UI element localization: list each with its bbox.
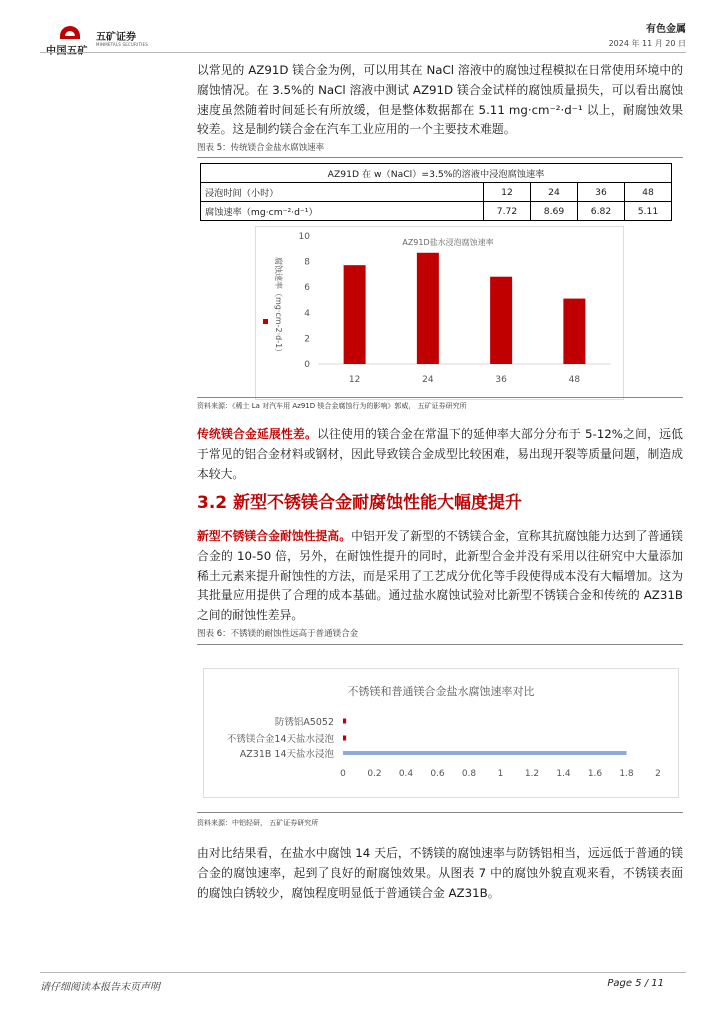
paragraph-1 <box>197 61 683 140</box>
y-tick-label: 6 <box>304 283 310 294</box>
x-tick-label: 1.8 <box>619 769 634 779</box>
chart-bar <box>344 265 366 364</box>
footer-disclaimer: 请仔细阅读本报告末页声明 <box>40 982 160 993</box>
figure-5-rule <box>197 157 683 158</box>
y-tick-label: 2 <box>304 334 310 345</box>
header-divider <box>40 52 686 53</box>
table-cell: 24 <box>531 183 578 202</box>
figure-6-source: 资料来源：中铝轻研， 五矿证券研究所 <box>197 819 319 827</box>
corrosion-table <box>200 163 672 221</box>
brand-name: 五矿证券 <box>96 32 136 43</box>
y-category-label: AZ31B 14天盐水浸泡 <box>239 749 334 760</box>
chart-bar <box>490 277 512 364</box>
y-tick-label: 8 <box>304 257 310 268</box>
x-tick-label: 1.6 <box>587 769 603 779</box>
page-number: Page 5 / 11 <box>607 978 664 989</box>
figure-6-rule <box>197 644 683 645</box>
table-caption-row <box>201 164 672 183</box>
x-tick-label: 48 <box>568 375 581 385</box>
x-tick-label: 0.2 <box>367 769 382 779</box>
figure-5-source: 资料来源：《稀土 La 对汽车用 Az91D 镁合金腐蚀行为的影响》郭威， 五矿证券研究所 <box>197 402 467 410</box>
paragraph-3-lead: 新型不锈镁合金耐蚀性提高。 <box>197 529 352 543</box>
y-tick-label: 10 <box>298 232 310 242</box>
paragraph-2-lead: 传统镁合金延展性差。 <box>197 427 318 441</box>
chart-bar <box>417 253 439 364</box>
chart-bar <box>343 751 627 755</box>
x-tick-label: 1 <box>497 769 504 779</box>
chart-title: 不锈镁和普通镁合金盐水腐蚀速率对比 <box>347 685 535 698</box>
x-tick-label: 12 <box>348 375 361 385</box>
footer-divider <box>40 972 686 973</box>
brand-name-en: MINMETALS SECURITIES <box>96 42 148 47</box>
chart-corrosion-comparison <box>203 668 679 798</box>
paragraph-2-text: 以往使用的镁合金在常温下的延伸率大部分分布于 5-12%之间，远低于常见的铝合金材料或钢材，因此导致镁合金成型比较困难，易出现开裂等质量问题，制造成本较大。 <box>197 427 683 481</box>
y-category-label: 防锈铝A5052 <box>274 717 334 728</box>
paragraph-3 <box>197 527 683 626</box>
report-date: 2024 年 11 月 20 日 <box>608 39 686 48</box>
figure-6-title: 图表 6：不锈镁的耐蚀性远高于普通镁合金 <box>197 629 359 639</box>
x-tick-label: 0 <box>340 769 346 779</box>
legend-marker <box>263 319 268 324</box>
table-caption: AZ91D 在 w（NaCl）=3.5%的溶液中浸泡腐蚀速率 <box>201 164 672 183</box>
paragraph-4-text: 由对比结果看，在盐水中腐蚀 14 天后，不锈镁的腐蚀速率与防锈铝相当，远远低于普通的镁合金的腐蚀速率，起到了良好的耐腐蚀效果。从图表 7 中的腐蚀外貌直观来看，不锈镁表面的腐蚀白锈较少，腐蚀程度明显低于普通镁合金 AZ31B。 <box>197 846 683 900</box>
x-tick-label: 24 <box>422 375 434 385</box>
figure-6-source-rule <box>197 812 683 813</box>
paragraph-1-text: 以常见的 AZ91D 镁合金为例，可以用其在 NaCl 溶液中的腐蚀过程模拟在日常使用环境中的腐蚀情况。在 3.5%的 NaCl 溶液中测试 AZ91D 镁合金试样的腐蚀质量损失，可以看出腐蚀速度虽然随着时间延长有所放缓，但是整体数据都在 5.11 mg·cm⁻²·d⁻¹ 以上，耐腐蚀效果较差。这是制约镁合金在汽车工业应用的一个主要技术难题。 <box>197 63 683 137</box>
y-tick-label: 0 <box>304 360 310 370</box>
paragraph-2 <box>197 425 683 484</box>
table-cell: 12 <box>484 183 531 202</box>
table-row-label: 腐蚀速率（mg·cm⁻²·d⁻¹） <box>201 202 484 221</box>
table-row <box>201 183 672 202</box>
x-tick-label: 36 <box>495 375 507 385</box>
chart-az91d-svg <box>256 227 623 399</box>
paragraph-3-text: 中铝开发了新型的不锈镁合金，宣称其抗腐蚀能力达到了普通镁合金的 10-50 倍，另外，在耐蚀性提升的同时，此新型合金并没有采用以往研究中大量添加稀土元素来提升耐蚀性的方法，而是采用了工艺成分优化等手段使得成本没有大幅增加。这为其批量应用提供了合理的成本基础。通过盐水腐蚀试验对比新型不锈镁合金和传统的 AZ31B 之间的耐蚀性差异。 <box>197 529 683 623</box>
chart-bar <box>343 736 346 741</box>
company-logo-icon <box>58 16 82 40</box>
figure-5-title: 图表 5：传统镁合金盐水腐蚀速率 <box>197 143 325 153</box>
logo-text <box>46 42 88 57</box>
paragraph-4 <box>197 844 683 903</box>
chart-bar <box>563 299 585 364</box>
y-category-label: 不锈镁合金14天盐水浸泡 <box>226 734 334 745</box>
table-row-label: 浸泡时间（小时） <box>201 183 484 202</box>
chart-comparison-svg <box>204 669 678 797</box>
table-cell: 48 <box>625 183 672 202</box>
x-tick-label: 2 <box>655 769 661 779</box>
table-row <box>201 202 672 221</box>
x-tick-label: 1.2 <box>524 769 540 779</box>
x-tick-label: 0.4 <box>398 769 414 779</box>
figure-5-source-rule <box>197 397 683 398</box>
table-cell: 7.72 <box>484 202 531 221</box>
table-cell: 5.11 <box>625 202 672 221</box>
y-tick-label: 4 <box>304 308 310 319</box>
x-tick-label: 0.6 <box>430 769 445 779</box>
chart-bar <box>343 719 346 724</box>
chart-title: AZ91D盐水浸泡腐蚀速率 <box>402 238 494 247</box>
x-tick-label: 0.8 <box>461 769 477 779</box>
x-tick-label: 1.4 <box>556 769 571 779</box>
y-axis-label: 腐蚀速率（mg·cm-2·d-1） <box>274 257 283 357</box>
chart-az91d-corrosion <box>255 226 624 400</box>
table-cell: 36 <box>578 183 625 202</box>
table-cell: 8.69 <box>531 202 578 221</box>
table-cell: 6.82 <box>578 202 625 221</box>
section-title: 3.2 新型不锈镁合金耐腐蚀性能大幅度提升 <box>197 493 523 513</box>
report-section: 有色金属 <box>646 24 686 35</box>
